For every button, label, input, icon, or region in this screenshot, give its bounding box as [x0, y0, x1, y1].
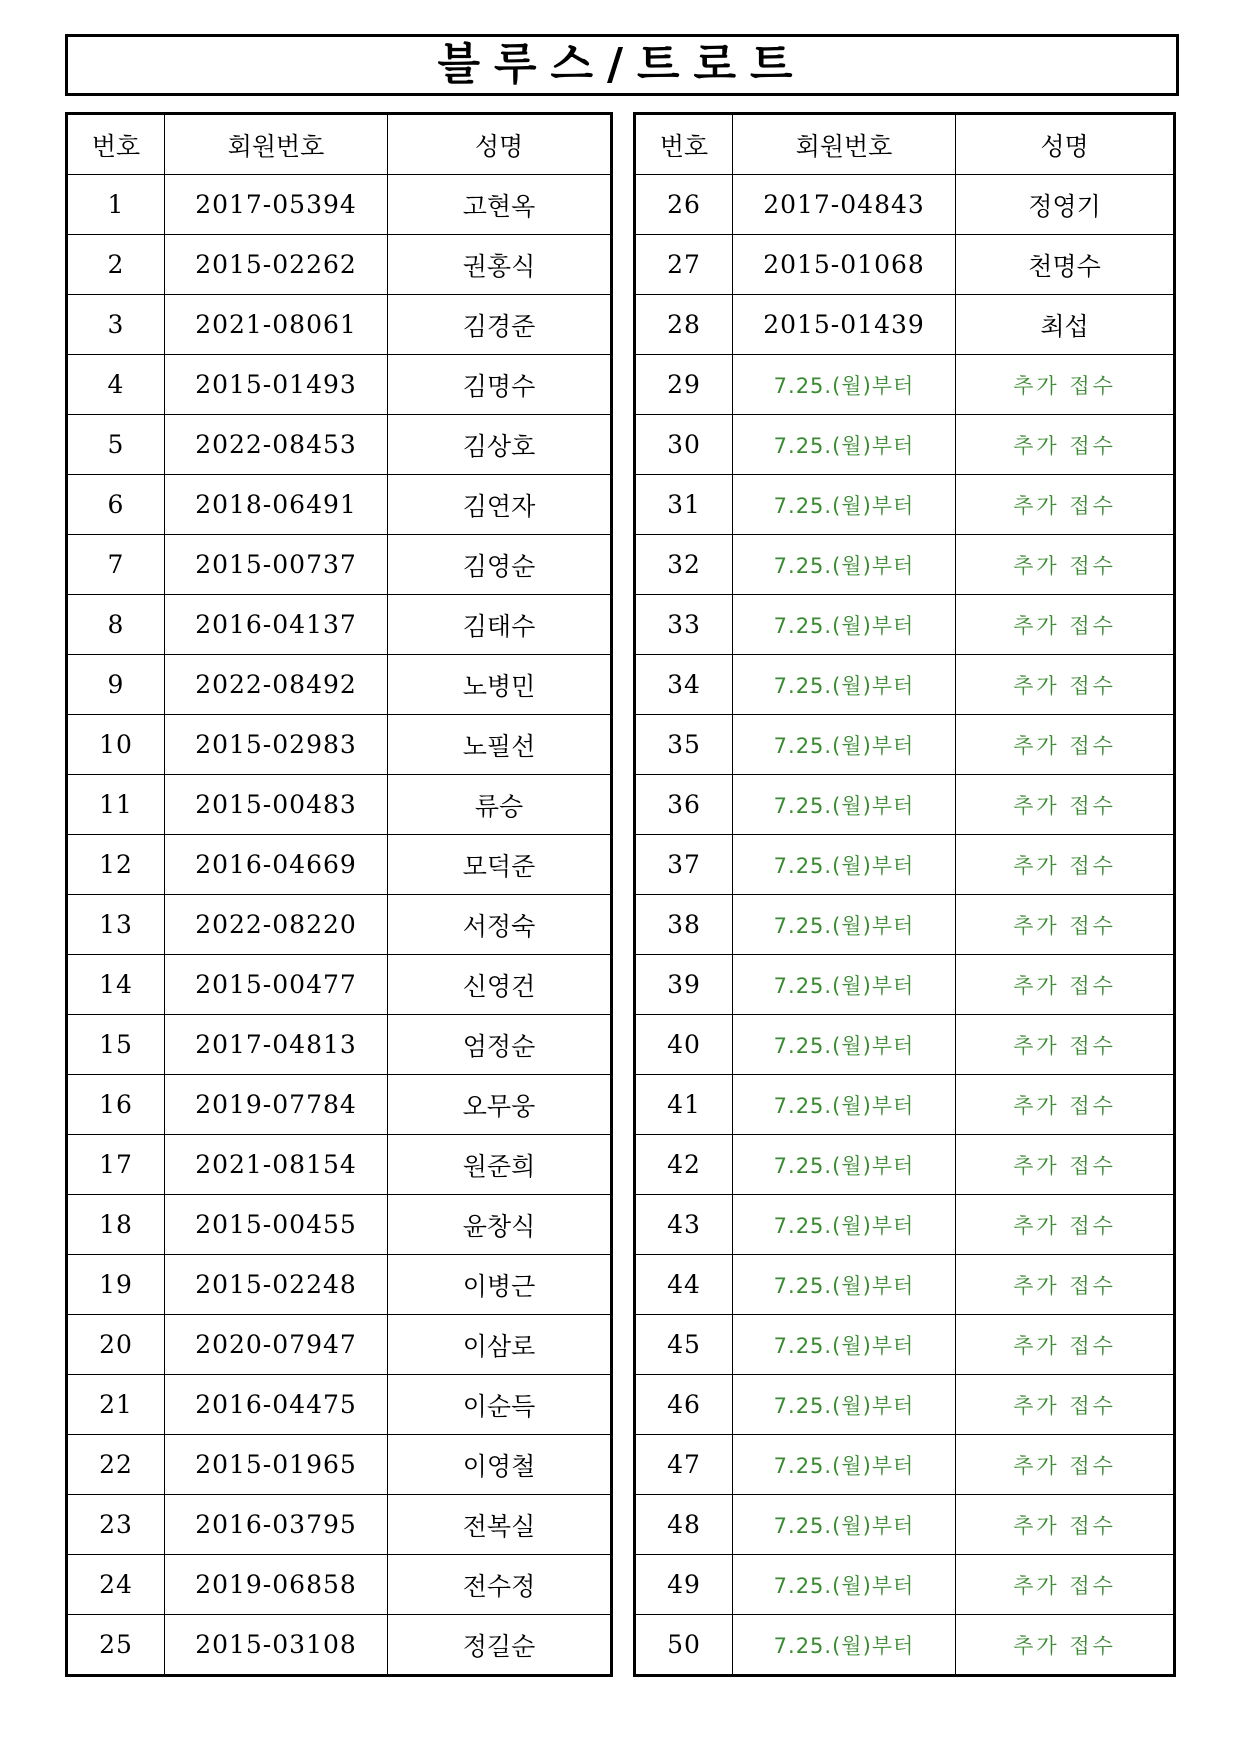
row-number: 28 [635, 295, 733, 355]
row-number: 11 [67, 775, 165, 835]
row-number: 31 [635, 475, 733, 535]
row-number: 14 [67, 955, 165, 1015]
row-number: 12 [67, 835, 165, 895]
row-number: 30 [635, 415, 733, 475]
member-number: 2022-08492 [165, 655, 388, 715]
member-name: 이삼로 [388, 1315, 612, 1375]
member-name: 김경준 [388, 295, 612, 355]
member-number: 2018-06491 [165, 475, 388, 535]
table-row [67, 955, 612, 1015]
table-row [635, 1015, 1175, 1075]
member-number: 2015-02983 [165, 715, 388, 775]
member-name: 김영순 [388, 535, 612, 595]
table-row [67, 1615, 612, 1676]
member-number: 7.25.(월)부터 [733, 835, 956, 895]
member-name: 추가 접수 [956, 1495, 1175, 1555]
title-box [65, 34, 1179, 96]
row-number: 5 [67, 415, 165, 475]
member-number: 7.25.(월)부터 [733, 1555, 956, 1615]
member-number: 2015-00455 [165, 1195, 388, 1255]
member-name: 모덕준 [388, 835, 612, 895]
member-name: 추가 접수 [956, 1435, 1175, 1495]
row-number: 35 [635, 715, 733, 775]
table-row [635, 835, 1175, 895]
member-number: 2016-04137 [165, 595, 388, 655]
member-number: 7.25.(월)부터 [733, 895, 956, 955]
member-number: 7.25.(월)부터 [733, 1255, 956, 1315]
member-number: 2022-08453 [165, 415, 388, 475]
row-number: 23 [67, 1495, 165, 1555]
member-number: 7.25.(월)부터 [733, 1315, 956, 1375]
member-number: 2017-04843 [733, 175, 956, 235]
member-number: 7.25.(월)부터 [733, 1135, 956, 1195]
member-name: 노병민 [388, 655, 612, 715]
table-row [67, 355, 612, 415]
member-name: 고현옥 [388, 175, 612, 235]
table-row [67, 235, 612, 295]
member-name: 윤창식 [388, 1195, 612, 1255]
member-number: 2017-04813 [165, 1015, 388, 1075]
table-row [635, 235, 1175, 295]
row-number: 19 [67, 1255, 165, 1315]
roster-body-left [67, 175, 612, 1676]
member-number: 2015-00737 [165, 535, 388, 595]
member-number: 2021-08154 [165, 1135, 388, 1195]
member-name: 추가 접수 [956, 1135, 1175, 1195]
member-number: 7.25.(월)부터 [733, 955, 956, 1015]
member-name: 추가 접수 [956, 715, 1175, 775]
member-name: 추가 접수 [956, 595, 1175, 655]
member-number: 2022-08220 [165, 895, 388, 955]
member-number: 7.25.(월)부터 [733, 1075, 956, 1135]
row-number: 43 [635, 1195, 733, 1255]
header-member-no: 회원번호 [733, 114, 956, 175]
table-row [67, 715, 612, 775]
table-row [635, 1075, 1175, 1135]
row-number: 22 [67, 1435, 165, 1495]
table-row [635, 1615, 1175, 1676]
member-number: 7.25.(월)부터 [733, 475, 956, 535]
member-name: 정영기 [956, 175, 1175, 235]
header-number: 번호 [635, 114, 733, 175]
member-number: 2016-03795 [165, 1495, 388, 1555]
member-number: 7.25.(월)부터 [733, 715, 956, 775]
member-name: 추가 접수 [956, 1555, 1175, 1615]
member-number: 2015-03108 [165, 1615, 388, 1676]
member-name: 김태수 [388, 595, 612, 655]
member-name: 천명수 [956, 235, 1175, 295]
row-number: 38 [635, 895, 733, 955]
roster-body-right [635, 175, 1175, 1676]
row-number: 44 [635, 1255, 733, 1315]
member-number: 2015-02248 [165, 1255, 388, 1315]
header-member-no: 회원번호 [165, 114, 388, 175]
table-row [635, 1555, 1175, 1615]
member-name: 엄정순 [388, 1015, 612, 1075]
table-row [635, 1195, 1175, 1255]
table-row [67, 415, 612, 475]
member-name: 오무웅 [388, 1075, 612, 1135]
table-row [635, 1135, 1175, 1195]
row-number: 6 [67, 475, 165, 535]
table-row [67, 1075, 612, 1135]
member-number: 7.25.(월)부터 [733, 355, 956, 415]
member-name: 이순득 [388, 1375, 612, 1435]
member-name: 권홍식 [388, 235, 612, 295]
member-number: 7.25.(월)부터 [733, 1015, 956, 1075]
member-name: 김명수 [388, 355, 612, 415]
table-row [67, 295, 612, 355]
member-name: 류승 [388, 775, 612, 835]
row-number: 20 [67, 1315, 165, 1375]
table-row [635, 1315, 1175, 1375]
member-name: 추가 접수 [956, 1255, 1175, 1315]
member-name: 추가 접수 [956, 775, 1175, 835]
member-name: 추가 접수 [956, 475, 1175, 535]
member-name: 정길순 [388, 1615, 612, 1676]
row-number: 37 [635, 835, 733, 895]
row-number: 49 [635, 1555, 733, 1615]
member-number: 7.25.(월)부터 [733, 655, 956, 715]
member-number: 2019-06858 [165, 1555, 388, 1615]
row-number: 26 [635, 175, 733, 235]
member-number: 7.25.(월)부터 [733, 1375, 956, 1435]
row-number: 13 [67, 895, 165, 955]
table-row [67, 895, 612, 955]
member-name: 추가 접수 [956, 1375, 1175, 1435]
member-name: 신영건 [388, 955, 612, 1015]
table-row [635, 475, 1175, 535]
row-number: 1 [67, 175, 165, 235]
table-row [635, 535, 1175, 595]
row-number: 2 [67, 235, 165, 295]
member-name: 추가 접수 [956, 895, 1175, 955]
member-name: 김상호 [388, 415, 612, 475]
row-number: 45 [635, 1315, 733, 1375]
table-row [67, 1375, 612, 1435]
header-row [635, 114, 1175, 175]
member-name: 노필선 [388, 715, 612, 775]
member-name: 추가 접수 [956, 955, 1175, 1015]
header-row [67, 114, 612, 175]
table-row [67, 1495, 612, 1555]
table-row [67, 655, 612, 715]
table-row [67, 595, 612, 655]
table-row [635, 775, 1175, 835]
table-row [67, 1555, 612, 1615]
member-name: 추가 접수 [956, 835, 1175, 895]
row-number: 17 [67, 1135, 165, 1195]
table-row [635, 955, 1175, 1015]
member-name: 추가 접수 [956, 535, 1175, 595]
row-number: 9 [67, 655, 165, 715]
member-number: 7.25.(월)부터 [733, 1435, 956, 1495]
table-row [67, 775, 612, 835]
member-number: 7.25.(월)부터 [733, 595, 956, 655]
member-name: 추가 접수 [956, 655, 1175, 715]
table-row [635, 715, 1175, 775]
member-number: 2015-01068 [733, 235, 956, 295]
header-name: 성명 [388, 114, 612, 175]
table-row [67, 535, 612, 595]
table-row [67, 1135, 612, 1195]
roster-table-right [633, 112, 1176, 1677]
row-number: 8 [67, 595, 165, 655]
table-row [635, 415, 1175, 475]
table-row [67, 1435, 612, 1495]
row-number: 29 [635, 355, 733, 415]
row-number: 41 [635, 1075, 733, 1135]
member-number: 7.25.(월)부터 [733, 1195, 956, 1255]
member-name: 서정숙 [388, 895, 612, 955]
page-title: 블루스/트로트 [437, 39, 807, 90]
member-number: 2015-00483 [165, 775, 388, 835]
member-number: 7.25.(월)부터 [733, 535, 956, 595]
row-number: 4 [67, 355, 165, 415]
row-number: 50 [635, 1615, 733, 1676]
member-name: 최섭 [956, 295, 1175, 355]
row-number: 39 [635, 955, 733, 1015]
row-number: 21 [67, 1375, 165, 1435]
table-row [635, 295, 1175, 355]
table-row [635, 175, 1175, 235]
row-number: 27 [635, 235, 733, 295]
member-name: 추가 접수 [956, 1075, 1175, 1135]
table-row [635, 1375, 1175, 1435]
row-number: 16 [67, 1075, 165, 1135]
member-name: 추가 접수 [956, 1615, 1175, 1676]
row-number: 15 [67, 1015, 165, 1075]
member-number: 2015-02262 [165, 235, 388, 295]
row-number: 36 [635, 775, 733, 835]
member-number: 7.25.(월)부터 [733, 1615, 956, 1676]
member-number: 2016-04669 [165, 835, 388, 895]
row-number: 7 [67, 535, 165, 595]
member-name: 전복실 [388, 1495, 612, 1555]
member-number: 2016-04475 [165, 1375, 388, 1435]
member-number: 7.25.(월)부터 [733, 775, 956, 835]
row-number: 18 [67, 1195, 165, 1255]
row-number: 40 [635, 1015, 733, 1075]
table-row [635, 895, 1175, 955]
member-name: 추가 접수 [956, 355, 1175, 415]
row-number: 25 [67, 1615, 165, 1676]
row-number: 42 [635, 1135, 733, 1195]
member-number: 2017-05394 [165, 175, 388, 235]
table-row [67, 1195, 612, 1255]
header-number: 번호 [67, 114, 165, 175]
row-number: 3 [67, 295, 165, 355]
row-number: 32 [635, 535, 733, 595]
row-number: 24 [67, 1555, 165, 1615]
member-name: 추가 접수 [956, 1195, 1175, 1255]
member-name: 이영철 [388, 1435, 612, 1495]
table-row [67, 835, 612, 895]
member-name: 원준희 [388, 1135, 612, 1195]
member-number: 7.25.(월)부터 [733, 1495, 956, 1555]
table-row [67, 1255, 612, 1315]
header-name: 성명 [956, 114, 1175, 175]
table-row [635, 1495, 1175, 1555]
member-name: 김연자 [388, 475, 612, 535]
table-row [635, 595, 1175, 655]
roster-table-left [65, 112, 613, 1677]
row-number: 34 [635, 655, 733, 715]
member-number: 2019-07784 [165, 1075, 388, 1135]
member-number: 2015-01965 [165, 1435, 388, 1495]
table-row [635, 355, 1175, 415]
member-name: 추가 접수 [956, 1015, 1175, 1075]
member-number: 2015-01493 [165, 355, 388, 415]
table-row [67, 175, 612, 235]
member-number: 2015-00477 [165, 955, 388, 1015]
member-number: 2020-07947 [165, 1315, 388, 1375]
member-name: 이병근 [388, 1255, 612, 1315]
table-row [67, 1015, 612, 1075]
member-name: 전수정 [388, 1555, 612, 1615]
row-number: 46 [635, 1375, 733, 1435]
member-name: 추가 접수 [956, 1315, 1175, 1375]
table-row [635, 655, 1175, 715]
row-number: 48 [635, 1495, 733, 1555]
table-row [67, 475, 612, 535]
row-number: 33 [635, 595, 733, 655]
member-name: 추가 접수 [956, 415, 1175, 475]
member-number: 7.25.(월)부터 [733, 415, 956, 475]
member-number: 2015-01439 [733, 295, 956, 355]
row-number: 10 [67, 715, 165, 775]
member-number: 2021-08061 [165, 295, 388, 355]
table-row [67, 1315, 612, 1375]
table-row [635, 1255, 1175, 1315]
table-row [635, 1435, 1175, 1495]
row-number: 47 [635, 1435, 733, 1495]
